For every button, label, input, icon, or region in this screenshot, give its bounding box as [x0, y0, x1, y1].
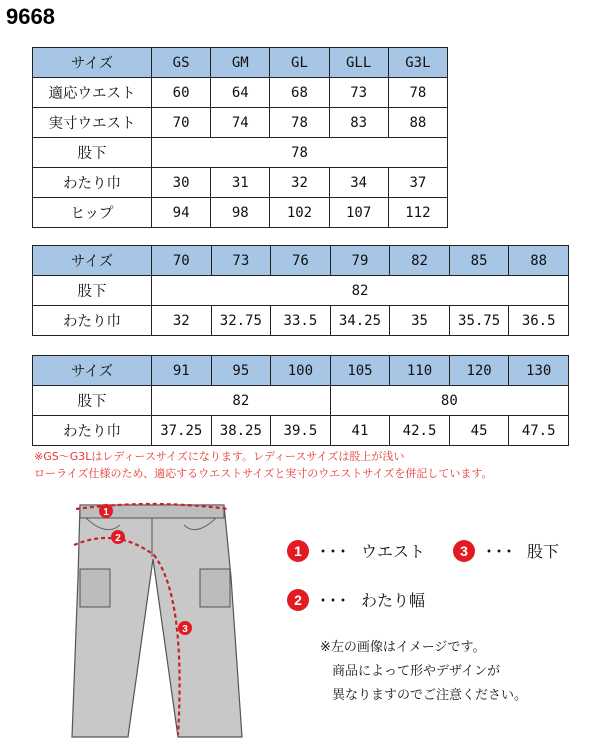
table-cell: 70 — [152, 108, 211, 138]
table-cell: 35 — [390, 306, 450, 336]
table-cell: 95 — [211, 356, 271, 386]
table-cell: 47.5 — [509, 416, 569, 446]
table-cell: 37 — [388, 168, 447, 198]
table-cell: 適応ウエスト — [33, 78, 152, 108]
table-row — [33, 198, 448, 228]
size-note-line-1: ※GS～G3Lはレディースサイズになります。レディースサイズは股上が浅い — [34, 450, 405, 463]
table-cell: 94 — [152, 198, 211, 228]
model-number: 9668 — [6, 4, 55, 29]
table-row — [33, 416, 569, 446]
legend-waist — [287, 539, 425, 562]
table-cell: 130 — [509, 356, 569, 386]
table-header-row — [33, 48, 448, 78]
table-cell: G3L — [388, 48, 447, 78]
legend-inseam — [453, 539, 559, 562]
number-badge: 3 — [453, 540, 475, 562]
table-cell: 107 — [329, 198, 388, 228]
table-row — [33, 306, 569, 336]
table-cell: 32 — [152, 306, 212, 336]
table-cell: GS — [152, 48, 211, 78]
table-row — [33, 276, 569, 306]
disclaimer-line: ※左の画像はイメージです。 — [320, 640, 486, 655]
legend-dots: ･･･ — [319, 542, 350, 561]
table-row — [33, 108, 448, 138]
table-cell: 39.5 — [271, 416, 331, 446]
svg-text:3: 3 — [182, 624, 188, 635]
table-cell: 35.75 — [449, 306, 509, 336]
size-note-line-2: ローライズ仕様のため、適応するウエストサイズと実寸のウエストサイズを併記しています。 — [34, 467, 493, 480]
table-cell: 80 — [330, 386, 568, 416]
table-cell: わたり巾 — [33, 168, 152, 198]
table-cell: 45 — [449, 416, 509, 446]
table-cell: わたり巾 — [33, 416, 152, 446]
table-cell: 70 — [152, 246, 212, 276]
table-cell: 38.25 — [211, 416, 271, 446]
table-cell: 88 — [388, 108, 447, 138]
legend-thigh — [287, 588, 425, 611]
legend-label: ウエスト — [361, 542, 426, 561]
number-badge: 2 — [287, 589, 309, 611]
table-cell: 73 — [329, 78, 388, 108]
table-header-row — [33, 246, 569, 276]
size-table-ladies — [32, 47, 448, 228]
table-cell: ヒップ — [33, 198, 152, 228]
table-cell: GLL — [329, 48, 388, 78]
legend-dots: ･･･ — [319, 591, 350, 610]
table-cell: 82 — [152, 276, 569, 306]
legend-label: 股下 — [527, 542, 560, 561]
svg-text:2: 2 — [115, 533, 121, 544]
image-disclaimer — [320, 636, 527, 708]
table-cell: 105 — [330, 356, 390, 386]
table-cell: 102 — [270, 198, 329, 228]
pants-measurement-diagram — [66, 497, 246, 742]
table-cell: 34 — [329, 168, 388, 198]
table-cell: 100 — [271, 356, 331, 386]
table-cell: わたり巾 — [33, 306, 152, 336]
legend-label: わたり幅 — [361, 591, 426, 610]
table-cell: 79 — [330, 246, 390, 276]
disclaimer-line: 商品によって形やデザインが — [332, 664, 501, 679]
table-cell: 78 — [152, 138, 448, 168]
table-cell: 股下 — [33, 386, 152, 416]
table-cell: 74 — [211, 108, 270, 138]
table-cell: 98 — [211, 198, 270, 228]
table-cell: 76 — [271, 246, 331, 276]
size-table-mens — [32, 245, 569, 336]
table-cell: 42.5 — [390, 416, 450, 446]
table-cell: 32 — [270, 168, 329, 198]
table-cell: 88 — [509, 246, 569, 276]
table-row — [33, 138, 448, 168]
table-cell: サイズ — [33, 356, 152, 386]
table-cell: 34.25 — [330, 306, 390, 336]
table-cell: 64 — [211, 78, 270, 108]
legend-dots: ･･･ — [485, 542, 516, 561]
table-header-row — [33, 356, 569, 386]
table-cell: GL — [270, 48, 329, 78]
table-row — [33, 78, 448, 108]
cargo-pocket-right — [200, 569, 230, 607]
table-cell: 股下 — [33, 138, 152, 168]
table-cell: 82 — [390, 246, 450, 276]
table-cell: サイズ — [33, 48, 152, 78]
number-badge: 1 — [287, 540, 309, 562]
table-cell: 112 — [388, 198, 447, 228]
table-cell: 32.75 — [211, 306, 271, 336]
table-cell: 78 — [270, 108, 329, 138]
table-cell: 37.25 — [152, 416, 212, 446]
table-row — [33, 386, 569, 416]
table-cell: 実寸ウエスト — [33, 108, 152, 138]
size-table-large — [32, 355, 569, 446]
pants-body — [72, 505, 242, 737]
table-cell: 41 — [330, 416, 390, 446]
table-cell: 股下 — [33, 276, 152, 306]
table-cell: 110 — [390, 356, 450, 386]
table-cell: 91 — [152, 356, 212, 386]
table-cell: 68 — [270, 78, 329, 108]
table-cell: 85 — [449, 246, 509, 276]
table-cell: 82 — [152, 386, 331, 416]
cargo-pocket-left — [80, 569, 110, 607]
table-cell: 60 — [152, 78, 211, 108]
table-cell: GM — [211, 48, 270, 78]
table-cell: 31 — [211, 168, 270, 198]
disclaimer-line: 異なりますのでご注意ください。 — [332, 688, 528, 703]
table-row — [33, 168, 448, 198]
svg-text:1: 1 — [103, 507, 109, 518]
table-cell: 78 — [388, 78, 447, 108]
marker-1 — [99, 504, 113, 518]
table-cell: 120 — [449, 356, 509, 386]
table-cell: サイズ — [33, 246, 152, 276]
marker-2 — [111, 530, 125, 544]
table-cell: 33.5 — [271, 306, 331, 336]
marker-3 — [178, 621, 192, 635]
table-cell: 36.5 — [509, 306, 569, 336]
table-cell: 83 — [329, 108, 388, 138]
table-cell: 30 — [152, 168, 211, 198]
table-cell: 73 — [211, 246, 271, 276]
